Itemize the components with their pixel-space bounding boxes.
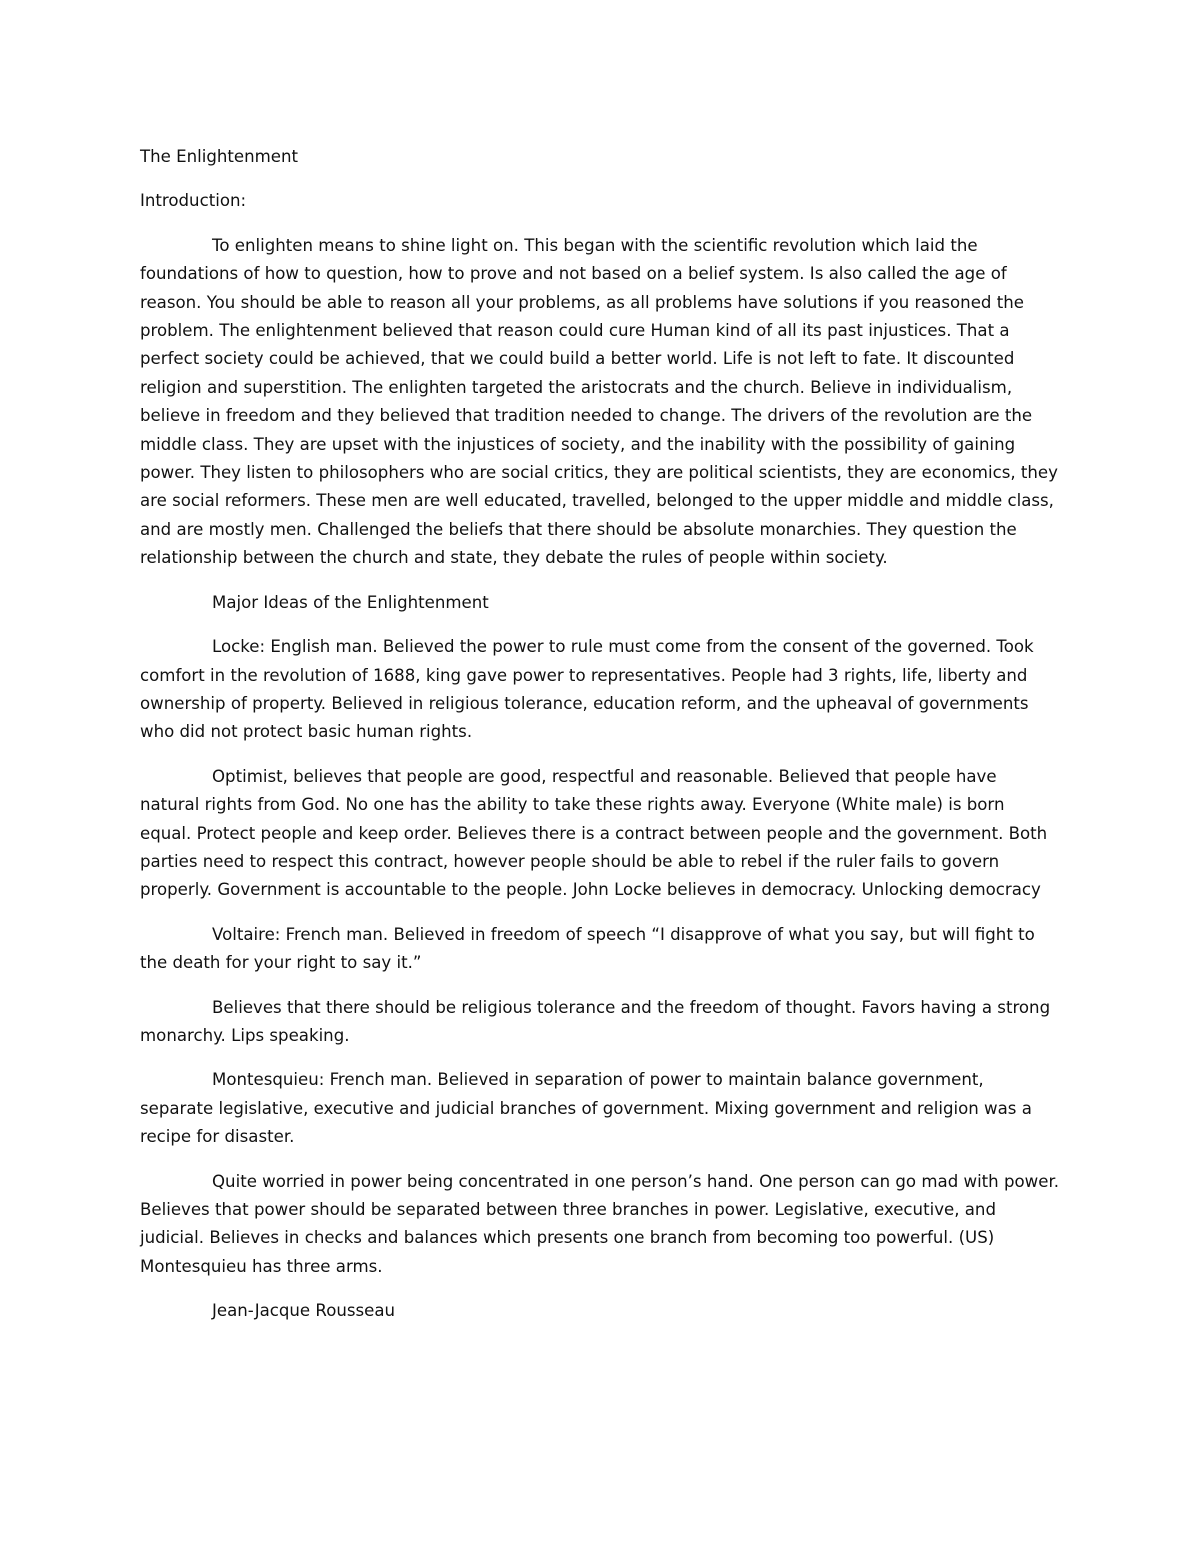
section-heading-major-ideas: Major Ideas of the Enlightenment — [212, 592, 489, 612]
paragraph-introduction: To enlighten means to shine light on. This began with the scientific revolution which laid the foundations of how to question, how to prove and not based on a belief system. Is also called the age of reason. You should be able to reason all your problems, as all problems have solutions if you reasoned the problem. The enlightenment believed that reason could cure Human kind of all its past injustices. That a perfect society could be achieved, that we could build a better world. Life is not left to fate. It discounted religion and superstition. The enlighten targeted the aristocrats and the church. Believe in individualism, believe in freedom and they believed that tradition needed to change. The drivers of the revolution are the middle class. They are upset with the injustices of society, and the inability with the possibility of gaining power. They listen to philosophers who are social critics, they are political scientists, they are economics, they are social reformers. These men are well educated, travelled, belonged to the upper middle and middle class, and are mostly men. Challenged the beliefs that there should be absolute monarchies. They question the relationship between the church and state, they debate the rules of people within society. — [140, 235, 1058, 568]
introduction-label: Introduction: — [140, 191, 247, 211]
heading-rousseau: Jean-Jacque Rousseau — [212, 1301, 396, 1321]
paragraph-voltaire: Voltaire: French man. Believed in freedom of speech “I disapprove of what you say, but will fight to the death for your right to say it.” — [140, 924, 1035, 973]
paragraph-montesquieu: Montesquieu: French man. Believed in separation of power to maintain balance government, separate legislative, executive and judicial branches of government. Mixing government and religion was a recipe for disaster. — [140, 1070, 1032, 1147]
paragraph-locke-optimist: Optimist, believes that people are good, respectful and reasonable. Believed that people have natural rights from God. No one has the ability to take these rights away. Everyone (White male) is born equal. Protect people and keep order. Believes there is a contract between people and the government. Both parties need to respect this contract, however people should be able to rebel if the ruler fails to govern properly. Government is accountable to the people. John Locke believes in democracy. Unlocking democracy — [140, 766, 1048, 900]
paragraph-montesquieu-power: Quite worried in power being concentrated in one person’s hand. One person can go mad with power. Believes that power should be separated between three branches in power. Legislative, executive, and judicial. Believes in checks and balances which presents one branch from becoming too powerful. (US) Montesquieu has three arms. — [140, 1171, 1060, 1276]
paragraph-locke: Locke: English man. Believed the power to rule must come from the consent of the governed. Took comfort in the revolution of 1688, king gave power to representatives. People had 3 rights, life, liberty and ownership of property. Believed in religious tolerance, education reform, and the upheaval of governments who did not protect basic human rights. — [140, 637, 1034, 742]
paragraph-voltaire-beliefs: Believes that there should be religious tolerance and the freedom of thought. Favors having a strong monarchy. Lips speaking. — [140, 997, 1051, 1045]
document-title: The Enlightenment — [140, 147, 299, 166]
